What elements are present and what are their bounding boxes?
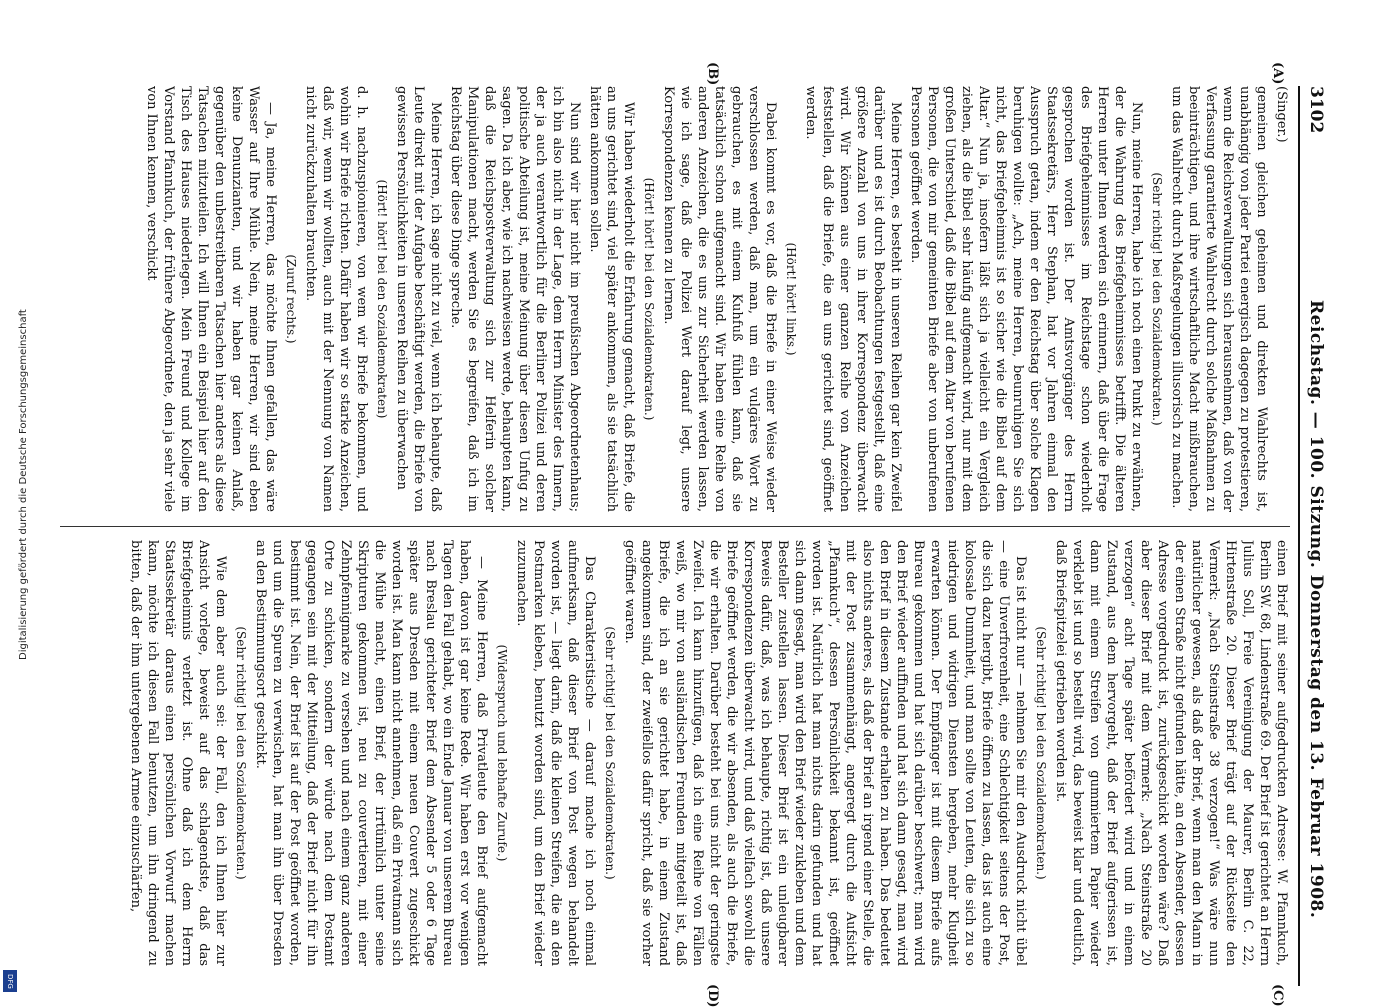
interjection: (Sehr richtig! bei den Sozialdemokraten.): [234, 626, 248, 880]
interjection: (Zuruf rechts.): [284, 254, 298, 344]
margin-marker-d: (D): [705, 984, 720, 1008]
interjection: (Hört! hört! bei den Sozialdemokraten): [375, 179, 389, 419]
interjection: (Hört! hört! bei den Sozialdemokraten.): [642, 177, 656, 421]
paragraph: Nun sind wir hier nicht im preußischen Abgeordnetenhaus; ich bin also nicht in der Lage, dem Herrn Minister des Innern, der ja auch verantwortlich für die Berliner Polizei und deren politische Abteilung ist, meine Meinung über diesen Unfug zu sagen. Da ich aber, wie ich nachweisen werde, behaupten kann, daß die Reichspostverwaltung sich zur Helferin solcher Manipulationen macht, werden Sie es begreifen, daß ich im Reichstag über diese Dinge spreche.: [448, 86, 582, 512]
paragraph: Das ist nicht nur — nehmen Sie mir den Ausdruck nicht übel — eine Unverfrorenheit, eine Schlechtigkeit seitens der Post, die sich dazu hergibt, Briefe öffnen zu lassen, das ist auch eine kolossale Dummheit, und man sollte von Leuten, die sich zu so niedrigen und widrigen Diensten hergeben, mehr Klugheit erwarten können. Der Empfänger ist mit diesem Briefe aufs Bureau gekommen und hat sich darüber beschwert; man wird den Brief wieder auffinden und hat sich dann gesagt, man wird den Brief in diesem Zustande erhalten zu haben. Das bedeutet also nichts anderes, als daß der Brief an irgend einer Stelle, die mit der Post zusammenhängt, angeregt durch die Aufsicht „Pfannkuch“, dessen Persönlichkeit bekannt ist, geöffnet worden ist. Natürlich hat man nichts darin gefunden und hat sich dann gesagt, man wird den Brief wieder zukleben und dem Besteller zustellen lassen. Dieser Brief ist ein unleugbarer Beweis dafür, daß, was ich behaupte, richtig ist, daß unsere Korrespondenzen überwacht wird, und daß vielfach sowohl die Briefe geöffnet werden, die wir absenden, als auch die Briefe, die wir erhalten. Darüber besteht bei uns nicht der geringste Zweifel. Ich kann hinzufügen, daß ich eine Reihe von Fällen weiß, wo mir von ausländischen Freunden mitgeteilt ist, daß Briefe, die ich an sie gerichtet habe, in einem Zustand angekommen sind, der zweifellos dafür spricht, daß sie vorher geöffnet waren.: [622, 540, 1028, 966]
left-text-column: [60, 86, 1290, 512]
paragraph: Wie dem aber auch sei: der Fall, den ich Ihnen hier zur Ansicht vorlege, beweist auf das schlagendste, daß das Briefgeheimnis verletzt ist. Ohne daß ich dem Herrn Staatssekretär daraus einen persönlichen Vorwurf machen kann, möchte ich diesen Fall benutzen, um ihn dringend zu bitten, daß der ihm untergebenen Armee einzuschärfen,: [128, 540, 228, 966]
margin-marker-c: (C): [1270, 984, 1285, 1007]
paragraph: einen Brief mit seiner aufgedruckten Adresse: W. Pfannkuch, Berlin SW. 68, Lindenstraße 69. Der Brief ist gerichtet an Herrn Julius Soll, Freie Vereinigung der Maurer, Berlin C. 22, Hirtenstraße 20. Dieser Brief trägt auf der Rückseite den Vermerk: „Nach Steinstraße 38 verzogen!“ Was wäre nun natürlicher gewesen, als daß der Brief, wenn man den Mann in der einen Straße nicht gefunden hätte, an den Absender, dessen Adresse vorgedruckt ist, zurückgeschickt worden wäre? Daß aber dieser Brief mit dem Vermerk: „Nach Steinstraße 20 verzogen“ acht Tage später befördert wird und in einem Zustand, aus dem hervorgeht, daß der Brief aufgerissen ist, dann mit einem Streifen von gummiertem Papier wieder verklebt ist und so bestellt wird, das beweist klar und deutlich, daß Briefspitzelei getrieben worden ist.: [1053, 540, 1289, 966]
paragraph: — Ja, meine Herren, das möchte Ihnen gefallen, das wäre Wasser auf Ihre Mühle. Nein, meine Herren, wir sind eben keine Denunzianten, und wir haben gar keinen Anlaß, gegenüber den unbestreitbaren Tatsachen hier anders als diese Tatsachen mitzuteilen. Ich will Ihnen ein Beispiel hier auf den Tisch des Hauses niederlegen. Mein Freund und Kollege im Vorstand Pfannkuch, der frühere Abgeordnete, den ja sehr viele von Ihnen kennen, verschickt: [144, 86, 278, 512]
header-title: Reichstag. — 100. Sitzung. Donnerstag den 13. Februar 1908.: [1306, 300, 1326, 919]
running-header: [1296, 0, 1340, 1000]
page-number: 3102: [1306, 86, 1326, 134]
paragraph: d. h. nachzuspionieren, von wem wir Briefe bekommen, und wohin wir Briefe richten. Dafür haben wir so starke Anzeichen, daß wir, wenn wir wollten, auch mit der Nennung von Namen nicht zurückzuhalten brauchten.: [303, 86, 369, 512]
interjection: (Sehr richtig! bei den Sozialdemokraten.): [1150, 172, 1164, 426]
paragraph: Nun, meine Herren, habe ich noch einen Punkt zu erwähnen, der die Wahrung des Briefgeheimnisses betrifft. Die älteren Herren unter Ihnen werden sich erinnern, daß über die Frage des Briefgeheimnisses im Reichstage schon wiederholt gesprochen worden ist. Der Amtsvorgänger des Herrn Staatssekretärs, Herr Stephan, hat vor Jahren einmal den Ausspruch getan, indem er den Reichstag über solche Klagen beruhigen wollte: „Ach, meine Herren, beunruhigen Sie sich nicht, das Briefgeheimnis ist so sicher wie die Bibel auf dem Altar.“ Nun ja, insofern läßt sich ja vielleicht ein Vergleich ziehen, als die Bibel sehr häufig aufgemacht wird, nur mit dem großen Unterschied, daß die Bibel auf dem Altar von berufenen Personen, die von mir gemeinten Briefe aber von unberufenen Personen geöffnet werden.: [908, 86, 1144, 512]
paragraph: Meine Herren, ich sage nicht zu viel, wenn ich behaupte, daß Leute direkt mit der Aufgabe beschäftigt werden, die Briefe von gewissen Persönlichkeiten in unseren Reihen zu überwachen: [394, 86, 443, 512]
interjection: (Widerspruch und lebhafte Zurufe.): [495, 644, 509, 862]
interjection: (Sehr richtig! bei den Sozialdemokraten.): [603, 626, 617, 880]
digitization-note: Digitalisierung gefördert durch die Deutsche Forschungsgemeinschaft: [18, 309, 29, 660]
interjection: (Hört! hört! links.): [784, 242, 798, 356]
document-page: [40, 0, 1340, 1008]
interjection: (Sehr richtig! bei den Sozialdemokraten.): [1034, 626, 1048, 880]
paragraph: gemeinen gleichen geheimen und direkten Wahlrechts ist, unabhängig von jeder Partei energisch dagegen zu protestieren, wenn die Reichsverwaltungen sich herausnehmen, daß von der Verfassung garantierte Wahlrecht durch solche Maßnahmen zu beeinträchtigen, und ihre wirtschaftliche Macht mißbrauchen, um das Wahlrecht durch Maßregelungen illusorisch zu machen.: [1169, 86, 1269, 512]
paragraph: (Singer.): [1274, 86, 1289, 143]
header-rule: [1298, 86, 1300, 986]
paragraph: Meine Herren, es besteht in unseren Reihen gar kein Zweifel darüber und es ist durch Beobachtungen festgestellt, daß eine größere Anzahl von uns in ihrer Korrespondenz überwacht wird. Wir können aus einer ganzen Reihe von Anzeichen feststellen, daß die Briefe, die an uns gerichtet sind, geöffnet werden.: [803, 86, 903, 512]
margin-marker-a: (A): [1270, 62, 1285, 85]
paragraph: Dabei kommt es vor, daß die Briefe in einer Weise wieder verschlossen werden, daß man, um ein vulgäres Wort zu gebrauchen, es mit einem Kuhfuß fühlen kann, daß sie tatsächlich schon aufgemacht sind. Wir haben eine Reihe von anderen Anzeichen, die es uns zur Sicherheit werden lassen, wie ich sage, daß die Polizei Wert darauf legt, unsere Korrespondenzen kennen zu lernen.: [661, 86, 778, 512]
paragraph: — Meine Herren, daß Privatleute den Brief aufgemacht haben, davon ist gar keine Rede. Wir haben erst vor wenigen Tagen den Fall gehabt, wo ein Ende Januar von unserem Bureau nach Breslau gerichteter Brief dem Absender 5 oder 6 Tage später aus Dresden mit einem neuen Couvert zugeschickt worden ist. Man kann nicht annehmen, daß ein Privatmann sich die Mühe macht, einen Brief, der irrtümlich unter seine Skripturen gekommen ist, neu zu couvertieren, mit einer Zehnpfennigmarke zu versehen und nach einem ganz anderen Orte zu schicken, sondern der würde nach dem Postamt gegangen sein mit der Mitteilung, daß der Brief nicht für ihn bestimmt ist. Nein, der Brief ist auf der Post geöffnet worden, und um die Spuren zu verwischen, hat man ihn über Dresden an den Bestimmungsort geschickt.: [253, 540, 489, 966]
margin-marker-b: (B): [705, 62, 720, 86]
paragraph: Wir haben wiederholt die Erfahrung gemacht, daß Briefe, die an uns gerichtet sind, viel später ankommen, als sie tatsächlich hätten ankommen sollen.: [587, 86, 636, 512]
dfg-logo: DFG: [3, 970, 17, 992]
digitization-footer: [2, 60, 29, 990]
column-divider: [60, 526, 1290, 527]
paragraph: Das Charakteristische — darauf mache ich noch einmal aufmerksam, daß dieser Brief von Post wegen behandelt worden ist, — liegt darin, daß die kleinen Streifen, die an den Postmarken kleben, benutzt worden sind, um den Brief wieder zuzumachen.: [514, 540, 597, 966]
right-text-column: [60, 540, 1290, 966]
